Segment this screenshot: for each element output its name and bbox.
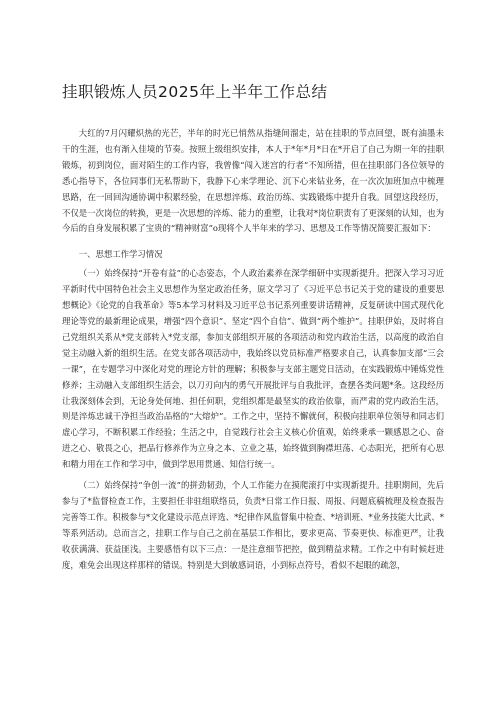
document-body (62, 126, 444, 573)
intro-paragraph: 大红的7月闪耀炽热的光芒，半年的时光已悄然从指缝间溜走，站在挂职的节点回望，既有油墨未干的生涯，也有渐入佳境的节奏。按照上级组织安排，本人于*年*月*日在*开启了自己为期一年的挂职锻炼，初到岗位，面对陌生的工作内容，我曾像“闯入迷宫的行者”不知所措，但在挂职部门各位领导的悉心指导下，各位同事们无私帮助下，我静下心来学理论、沉下心来钻业务，在一次次加班加点中梳理思路，在一回回沟通协调中积累经验，在思想淬炼、政治历练、实践锻炼中提升自我。回望这段经历，不仅是一次岗位的转换，更是一次思想的淬炼、能力的重塑，让我对*岗位职责有了更深刻的认知，也为今后的自身发展积累了宝贵的“精神财富”o现将个人半年来的学习、思想及工作等情况简要汇报如下： (62, 128, 444, 234)
paragraph-2: （二）始终保持“争创一流”的拼劲韧劲，个人工作能力在摸爬滚打中实现新提升。挂职期间，先后参与了*监督检查工作，主要担任非驻组联络员，负责*日常工作日报、周报、问题底稿梳理及检查报告完善等工作。积极参与*文化建设示范点评选、*纪律作风监督集中检查、*培训班、*业务技能大比武、*等系列活动。总而言之，挂职工作与自己之前在基层工作相比，要求更高、节奏更快、标准更严，让我收获满满、获益匪浅。主要感悟有以下三点：一是注意细节把控，做到精益求精。工作之中有时候赶进度，难免会出现这样那样的错误。特别是大到敏感词语，小到标点符号，看似不起眼的疏忽， (62, 480, 444, 570)
document-title: 挂职锻炼人员2025年上半年工作总结 (62, 83, 328, 101)
section-heading: 一、思想工作学习情况 (78, 249, 163, 260)
paragraph-1: （一）始终保持“开卷有益”的心态姿态，个人政治素养在深学细研中实现新提升。把深入学习习近平新时代中国特色社会主义思想作为坚定政治任务，原文学习了《习近平总书记关于党的建设的重要思想概论》《论党的自我革命》等5本学习材料及习近平总书记系列重要讲话精神，反复研读中国式现代化理论等党的最新理论成果，增强“四个意识”、坚定“四个自信”、做到“两个维护”。挂职伊始，及时将自己党组织关系从*党支部转入*党支部，参加支部组织开展的各项活动和党内政治生活，以高度的政治自觉主动融入新的组织生活。在党支部各项活动中，我始终以党员标准严格要求自己，认真参加支部“三会一课”，在专题学习中深化对党的理论方针的理解；积极参与支部主题党日活动，在实践锻炼中锤炼党性修养；主动融入支部组织生活会，以刀刃向内的勇气开展批评与自我批评，查摆各类问题*条。这段经历让我深刻体会到，无论身处何地、担任何职，党组织都是最坚实的政治依靠，而严肃的党内政治生活，则是淬炼忠诚干净担当政治品格的“大熔炉”。工作之中，坚持不懈就何，积极向挂职单位领导和同志们虚心学习，不断积累工作经验；生活之中，自觉践行社会主义核心价值观，始终秉承一颗感恩之心、奋进之心、敬畏之心，把品行修养作为立身之本、立业之基，始终做到胸襟坦荡、心态阳光，把所有心思和精力用在工作和学习中，做到学思用贯通、知信行统一。 (62, 268, 444, 470)
